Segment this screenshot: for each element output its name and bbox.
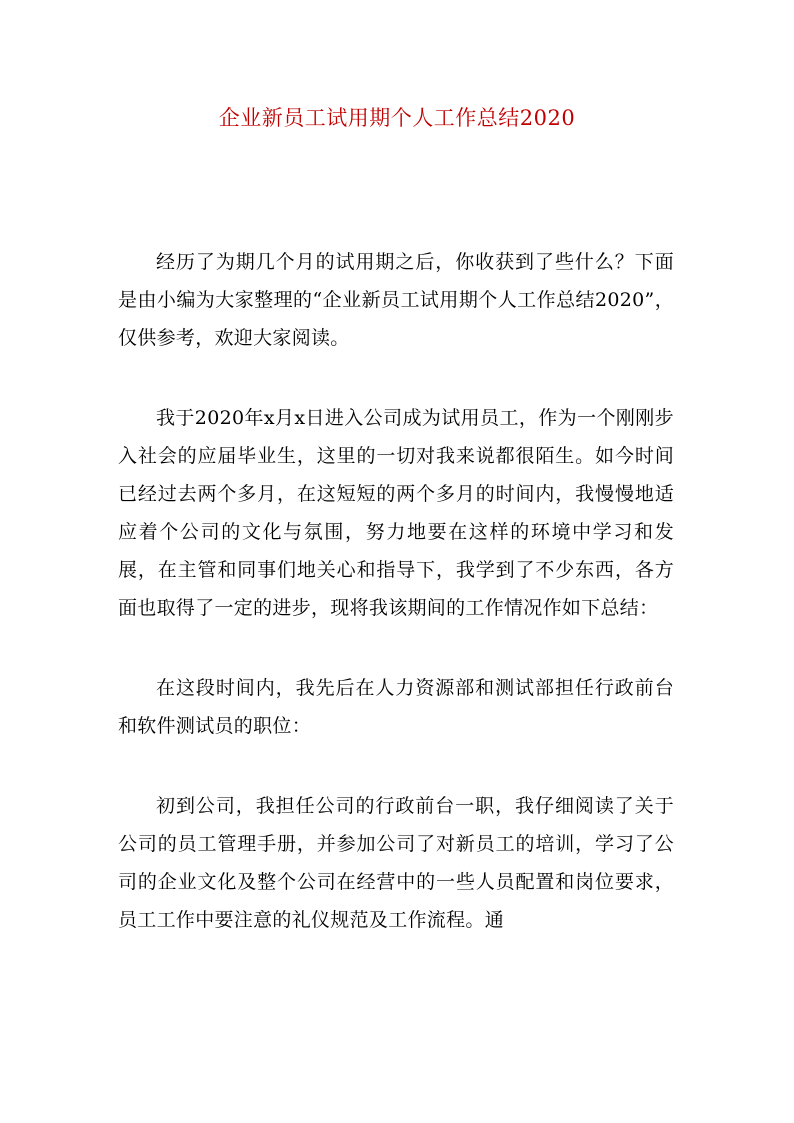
paragraph-intro: 经历了为期几个月的试用期之后，你收获到了些什么？下面是由小编为大家整理的“企业新员工试用期个人工作总结2020”，仅供参考，欢迎大家阅读。 bbox=[118, 251, 674, 349]
paragraph-reception: 初到公司，我担任公司的行政前台一职，我仔细阅读了关于公司的员工管理手册，并参加公司了对新员工的培训，学习了公司的企业文化及整个公司在经营中的一些人员配置和岗位要求，员工工作中要注意的礼仪规范及工作流程。通 bbox=[118, 795, 674, 931]
paragraph-positions: 在这段时间内，我先后在人力资源部和测试部担任行政前台和软件测试员的职位： bbox=[118, 677, 674, 737]
paragraph-entry: 我于2020年x月x日进入公司成为试用员工，作为一个刚刚步入社会的应届毕业生，这里的一切对我来说都很陌生。如今时间已经过去两个多月，在这短短的两个多月的时间内，我慢慢地适应着个公司的文化与氛围，努力地要在这样的环境中学习和发展，在主管和同事们地关心和指导下，我学到了不少东西，各方面也取得了一定的进步，现将我该期间的工作情况作如下总结： bbox=[118, 407, 674, 619]
document-title: 企业新员工试用期个人工作总结2020 bbox=[218, 106, 576, 130]
document-body bbox=[118, 243, 674, 981]
